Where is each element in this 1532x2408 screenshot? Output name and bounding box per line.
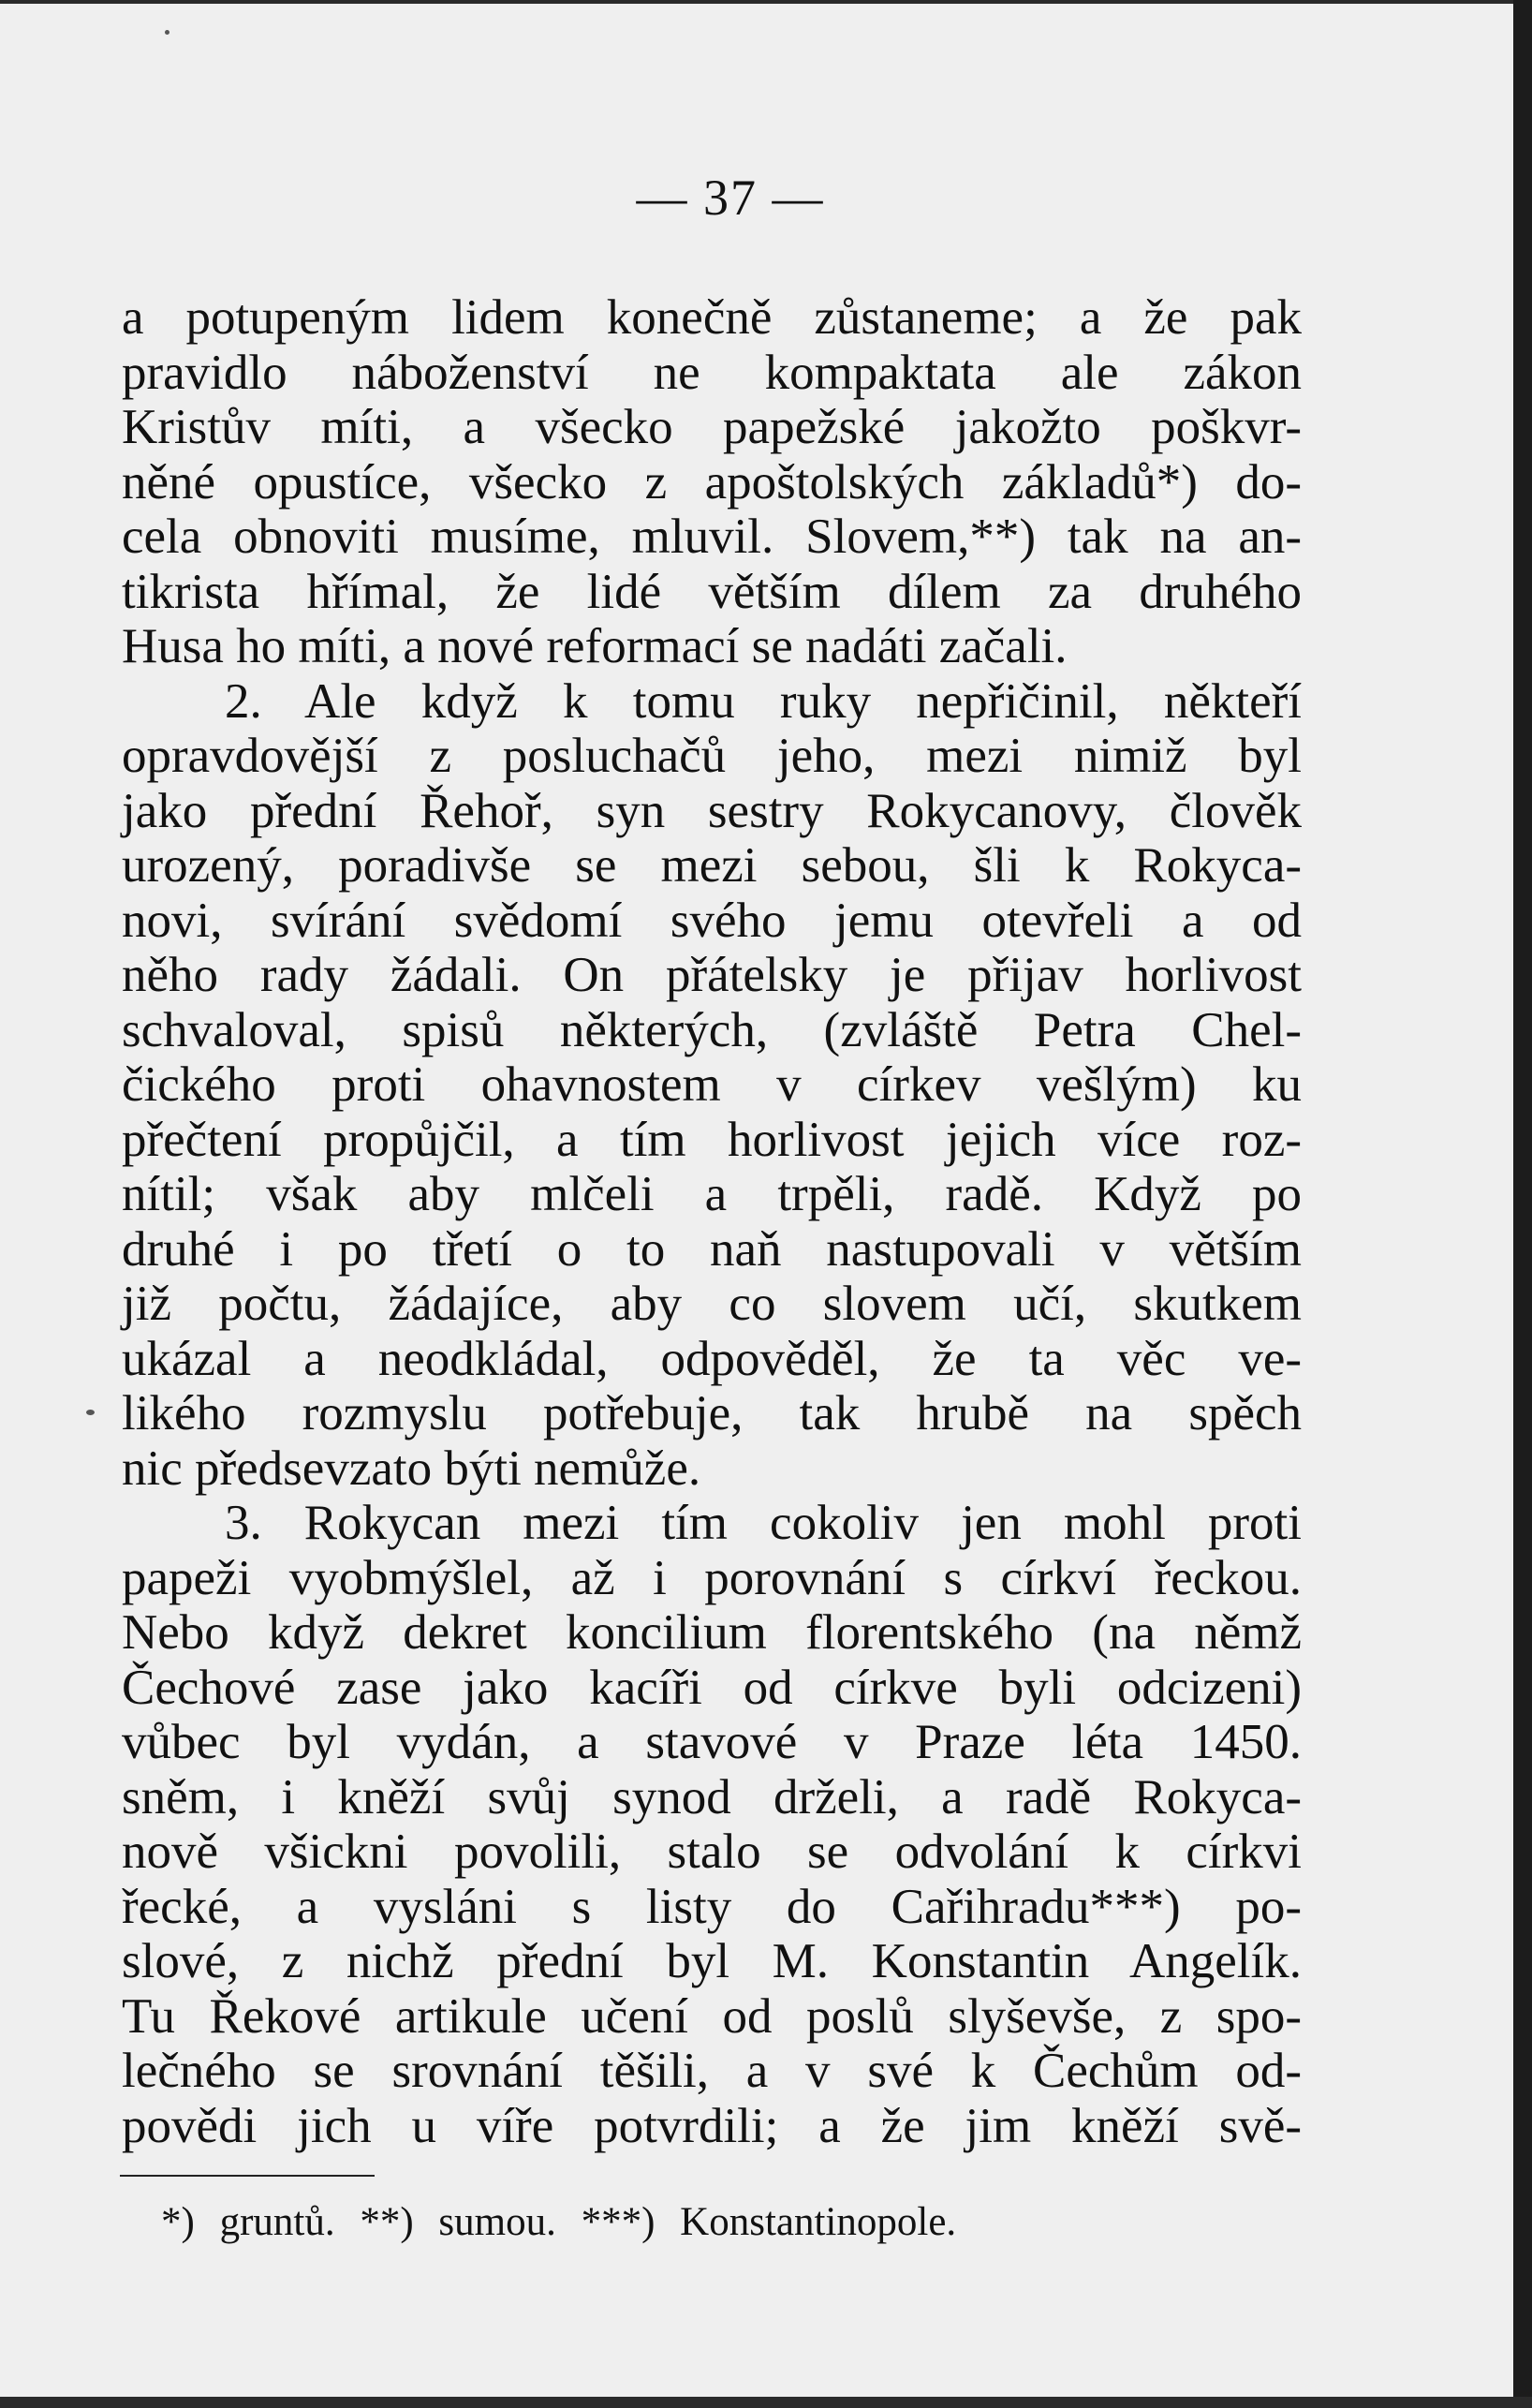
text-line: likého rozmyslu potřebuje, tak hrubě na spěch [122,1386,1302,1440]
text-line: Čechové zase jako kacíři od církve byli odcizeni) [122,1660,1302,1715]
paragraph-3-start: 3. Rokycan mezi tím cokoliv jen mohl proti [225,1496,1302,1550]
scan-edge-bottom [0,2397,1532,2408]
text-line: pravidlo náboženství ne kompaktata ale zákon [122,345,1302,400]
text-line: a potupeným lidem konečně zůstaneme; a že pak [122,290,1302,345]
text-line: ukázal a neodkládal, odpověděl, že ta věc ve- [122,1331,1302,1386]
body-text [122,290,1302,2153]
text-line: povědi jich u víře potvrdili; a že jim kněží svě- [122,2098,1302,2153]
text-line: něné opustíce, všecko z apoštolských základů*) do- [122,454,1302,510]
text-line: slové, z nichž přední byl M. Konstantin Angelík. [122,1934,1302,1988]
scan-edge-top [0,0,1532,4]
text-line: čického proti ohavnostem v církev vešlým) ku [122,1057,1302,1112]
text-line: vůbec byl vydán, a stavové v Praze léta 1450. [122,1715,1302,1769]
scan-edge-right [1513,0,1532,2408]
text-line: druhé i po třetí o to naň nastupovali v větším [122,1221,1302,1277]
text-line: urozený, poradivše se mezi sebou, šli k Rokyca- [122,838,1302,893]
text-line: nítil; však aby mlčeli a trpěli, radě. Když po [122,1167,1302,1221]
text-line: sněm, i kněží svůj synod drželi, a radě Rokyca- [122,1769,1302,1824]
scan-speck [165,30,169,35]
text-line: schvaloval, spisů některých, (zvláště Petra Chel- [122,1002,1302,1057]
text-line: Nebo když dekret koncilium florentského (na němž [122,1605,1302,1660]
text-line: lečného se srovnání těšili, a v své k Čechům od- [122,2044,1302,2098]
text-line: přečtení propůjčil, a tím horlivost jejich více roz- [122,1112,1302,1167]
text-line: Tu Řekové artikule učení od poslů slyševše, z spo- [122,1988,1302,2044]
paragraph-2-start: 2. Ale když k tomu ruky nepřičinil, někteří [225,673,1302,729]
text-line: Kristův míti, a všecko papežské jakožto poškvr- [122,400,1302,454]
text-line: již počtu, žádajíce, aby co slovem učí, skutkem [122,1277,1302,1331]
footnote-separator [120,2175,375,2177]
text-line: jako přední Řehoř, syn sestry Rokycanovy, člověk [122,783,1302,838]
text-line: něho rady žádali. On přátelsky je přijav horlivost [122,948,1302,1002]
page-number: — 37 — [636,170,825,226]
text-line: opravdovější z posluchačů jeho, mezi nimiž byl [122,729,1302,783]
text-line: cela obnoviti musíme, mluvil. Slovem,**) tak na an- [122,510,1302,564]
text-line: nově všickni povolili, stalo se odvolání k církvi [122,1824,1302,1879]
text-line: Husa ho míti, a nové reformací se nadáti začali. [122,619,1068,673]
scan-speck [86,1410,95,1415]
text-line: řecké, a vysláni s listy do Cařihradu***) po- [122,1879,1302,1934]
text-line: tikrista hřímal, že lidé větším dílem za druhého [122,564,1302,619]
footnotes: *) gruntů. **) sumou. ***) Konstantinopole. [161,2200,957,2244]
text-line: papeži vyobmýšlel, až i porovnání s církví řeckou. [122,1550,1302,1605]
text-line: novi, svírání svědomí svého jemu otevřeli a od [122,893,1302,948]
text-line: nic předsevzato býti nemůže. [122,1440,701,1496]
